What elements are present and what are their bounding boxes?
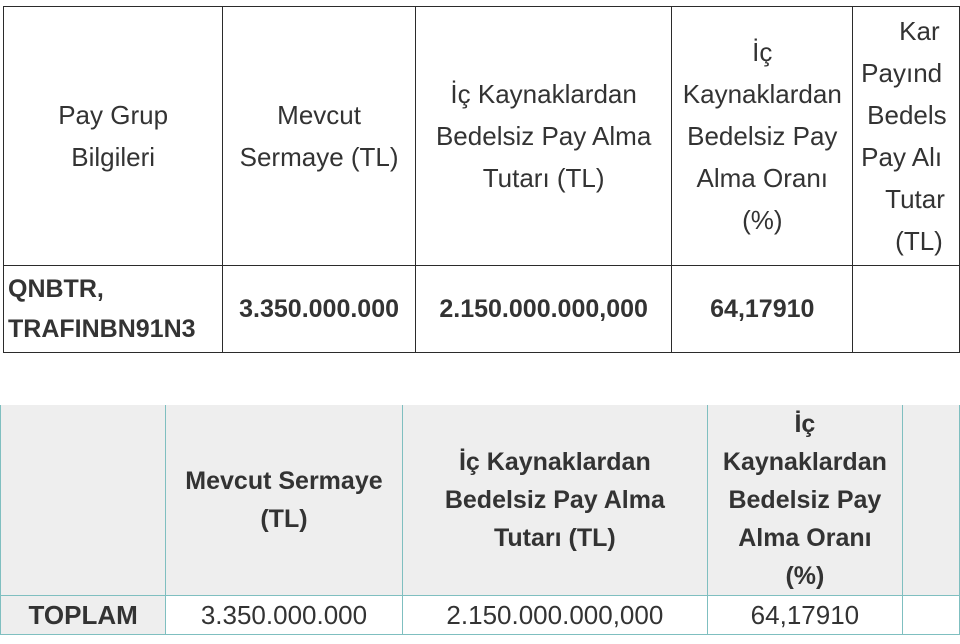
- cell-capital: 3.350.000.000: [166, 596, 402, 635]
- cell-cut-off: [902, 596, 959, 635]
- cell-ratio: 64,17910: [672, 266, 853, 353]
- header-ratio: [672, 7, 853, 266]
- header-cut-line: Payınd: [861, 58, 943, 88]
- header-label: [1, 405, 166, 596]
- total-table: [0, 405, 960, 635]
- header-cut-off: [853, 7, 960, 266]
- header-ratio-line: Kaynaklardan: [682, 79, 842, 109]
- header-ratio-line: Bedelsiz Pay: [728, 486, 882, 514]
- header-capital: Mevcut Sermaye (TL): [166, 405, 402, 596]
- header-cut-line: Bedels: [867, 100, 947, 130]
- table-row: [4, 266, 960, 353]
- header-ratio-line: (%): [742, 205, 783, 235]
- header-amount: İç Kaynaklardan Bedelsiz Pay Alma Tutarı (TL): [402, 405, 707, 596]
- share-group-table: [3, 6, 960, 353]
- header-cut-off: [902, 405, 959, 596]
- cell-cut-off: [853, 266, 960, 353]
- cell-ratio: 64,17910: [708, 596, 903, 635]
- header-amount: İç Kaynaklardan Bedelsiz Pay Alma Tutarı (TL): [415, 7, 672, 266]
- header-ratio-line: Alma Oranı: [738, 524, 872, 552]
- header-ratio-line: Alma Oranı: [696, 163, 829, 193]
- header-ratio-line: Bedelsiz Pay: [687, 121, 838, 151]
- cell-amount: 2.150.000.000,000: [415, 266, 672, 353]
- header-capital: Mevcut Sermaye (TL): [223, 7, 416, 266]
- cell-group-line: QNBTR,: [8, 275, 104, 303]
- header-ratio-line: Kaynaklardan: [722, 448, 887, 476]
- header-cut-line: Pay Alı: [861, 142, 943, 172]
- cell-group: [4, 266, 223, 353]
- header-ratio-line: İç: [794, 410, 816, 438]
- header-cut-line: Tutar: [885, 184, 945, 214]
- cell-amount: 2.150.000.000,000: [402, 596, 707, 635]
- header-group: Pay Grup Bilgileri: [4, 7, 223, 266]
- header-ratio: [708, 405, 903, 596]
- header-ratio-line: (%): [785, 562, 825, 590]
- total-label: TOPLAM: [1, 596, 166, 635]
- header-cut-line: (TL): [895, 226, 943, 256]
- cell-group-line: TRAFINBN91N3: [8, 315, 196, 343]
- header-ratio-line: İç: [752, 37, 773, 67]
- table-row: [1, 596, 960, 635]
- cell-capital: 3.350.000.000: [223, 266, 416, 353]
- header-cut-line: Kar: [899, 16, 940, 46]
- table-header-row: [1, 405, 960, 596]
- table-header-row: [4, 7, 960, 266]
